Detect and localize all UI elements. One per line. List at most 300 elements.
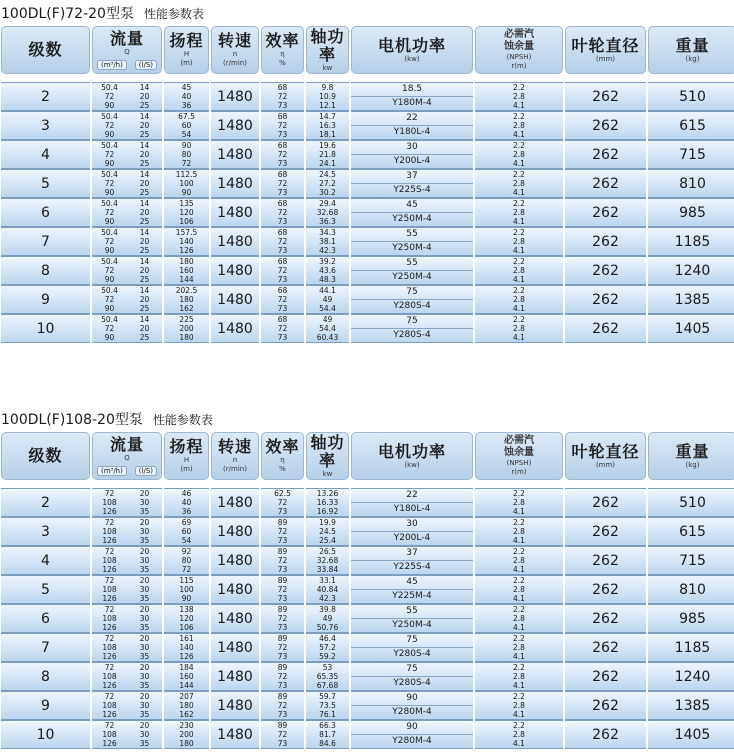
flow-m3h-value: 126: [102, 565, 117, 574]
shaft-power-value: 18.1: [319, 130, 336, 139]
table-block-108: [0, 408, 734, 749]
npsh-value: 2.2: [513, 286, 525, 295]
weight-cell: 985: [648, 604, 734, 633]
flow-ls-value: 30: [139, 701, 150, 710]
flow-m3h-value: 90: [104, 217, 115, 226]
npsh-value: 4.1: [513, 594, 525, 603]
npsh-value: 2.8: [513, 324, 525, 333]
flow-m3h-value: 108: [102, 672, 117, 681]
head-cell: [164, 111, 209, 140]
speed-cell: 1480: [211, 691, 259, 720]
npsh-cell: [475, 256, 563, 285]
stage-cell: 8: [1, 662, 90, 691]
efficiency-value: 73: [277, 101, 288, 110]
motor-model: Y200L-4: [393, 533, 431, 543]
npsh-value: 2.8: [513, 527, 525, 536]
head-value: 72: [181, 159, 192, 168]
shaft-power-cell: [306, 256, 349, 285]
npsh-value: 4.1: [513, 739, 525, 748]
speed-cell: 1480: [211, 488, 259, 517]
flow-ls-value: 20: [139, 721, 150, 730]
flow-m3h-value: 108: [102, 556, 117, 565]
flow-m3h-value: 108: [102, 730, 117, 739]
efficiency-cell: [261, 198, 304, 227]
shaft-power-cell: [306, 691, 349, 720]
flow-m3h-value: 90: [104, 101, 115, 110]
flow-ls-value: 35: [139, 536, 150, 545]
efficiency-value: 72: [277, 498, 288, 507]
shaft-power-value: 54.4: [319, 304, 336, 313]
table-row: [1, 169, 734, 198]
efficiency-value: 89: [277, 721, 288, 730]
stage-cell: 5: [1, 575, 90, 604]
head-cell: [164, 82, 209, 111]
weight-cell: 1405: [648, 314, 734, 343]
motor-model: Y250M-4: [392, 214, 432, 224]
motor-cell: [351, 169, 473, 198]
npsh-value: 2.2: [513, 83, 525, 92]
shaft-power-cell: [306, 169, 349, 198]
shaft-power-value: 30.2: [319, 188, 336, 197]
flow-m3h-value: 72: [104, 208, 115, 217]
flow-ls-value: 35: [139, 681, 150, 690]
shaft-power-cell: [306, 198, 349, 227]
efficiency-cell: [261, 82, 304, 111]
weight-cell: 985: [648, 198, 734, 227]
flow-m3h-value: 90: [104, 159, 115, 168]
head-cell: [164, 169, 209, 198]
header-shaft-power: 轴功 率 kw: [306, 432, 349, 480]
head-cell: [164, 691, 209, 720]
header-stage: 级数: [1, 26, 90, 74]
table-row: [1, 720, 734, 749]
shaft-power-value: 59.7: [319, 692, 336, 701]
npsh-value: 4.1: [513, 333, 525, 342]
efficiency-cell: [261, 111, 304, 140]
npsh-value: 2.2: [513, 315, 525, 324]
flow-ls-value: 14: [139, 141, 150, 150]
npsh-value: 2.8: [513, 150, 525, 159]
motor-model: Y225M-4: [392, 591, 432, 601]
stage-cell: 4: [1, 546, 90, 575]
head-value: 180: [179, 739, 194, 748]
header-motor-power: 电机功率 (kw): [351, 432, 473, 480]
head-value: 60: [181, 121, 192, 130]
table-row: [1, 256, 734, 285]
header-impeller-diameter: 叶轮直径 (mm): [565, 26, 646, 74]
speed-cell: 1480: [211, 256, 259, 285]
npsh-value: 4.1: [513, 188, 525, 197]
efficiency-value: 89: [277, 634, 288, 643]
efficiency-value: 89: [277, 663, 288, 672]
head-value: 69: [181, 518, 192, 527]
npsh-value: 2.8: [513, 672, 525, 681]
flow-cell: [92, 256, 162, 285]
shaft-power-value: 54.4: [319, 324, 336, 333]
efficiency-cell: [261, 285, 304, 314]
efficiency-value: 73: [277, 536, 288, 545]
shaft-power-value: 21.8: [319, 150, 336, 159]
efficiency-value: 73: [277, 333, 288, 342]
head-value: 162: [179, 304, 194, 313]
flow-unit-m3h: (m³/h): [97, 466, 127, 476]
motor-power: 45: [351, 576, 473, 590]
head-cell: [164, 314, 209, 343]
npsh-cell: [475, 82, 563, 111]
flow-ls-value: 25: [139, 188, 150, 197]
npsh-value: 2.8: [513, 121, 525, 130]
flow-ls-value: 35: [139, 652, 150, 661]
motor-model: Y280S-4: [393, 678, 431, 688]
head-value: 207: [179, 692, 194, 701]
efficiency-value: 72: [277, 324, 288, 333]
efficiency-value: 89: [277, 547, 288, 556]
efficiency-cell: [261, 633, 304, 662]
npsh-value: 2.2: [513, 228, 525, 237]
speed-cell: 1480: [211, 314, 259, 343]
weight-cell: 715: [648, 546, 734, 575]
npsh-cell: [475, 488, 563, 517]
speed-cell: 1480: [211, 633, 259, 662]
head-value: 100: [179, 179, 194, 188]
npsh-value: 4.1: [513, 536, 525, 545]
flow-ls-value: 30: [139, 585, 150, 594]
flow-m3h-value: 72: [104, 179, 115, 188]
shaft-power-cell: [306, 140, 349, 169]
shaft-power-value: 46.4: [319, 634, 336, 643]
stage-cell: 3: [1, 517, 90, 546]
motor-cell: [351, 633, 473, 662]
motor-cell: [351, 720, 473, 749]
head-cell: [164, 285, 209, 314]
npsh-value: 2.8: [513, 498, 525, 507]
speed-cell: 1480: [211, 111, 259, 140]
flow-ls-value: 14: [139, 83, 150, 92]
table-row: [1, 488, 734, 517]
efficiency-cell: [261, 488, 304, 517]
npsh-value: 2.2: [513, 257, 525, 266]
stage-cell: 7: [1, 227, 90, 256]
npsh-cell: [475, 227, 563, 256]
flow-m3h-value: 108: [102, 614, 117, 623]
table-body: [1, 82, 734, 343]
head-cell: [164, 488, 209, 517]
shaft-power-value: 81.7: [319, 730, 336, 739]
flow-m3h-value: 126: [102, 681, 117, 690]
speed-cell: 1480: [211, 662, 259, 691]
table-subtitle: 性能参数表: [152, 413, 213, 427]
motor-cell: [351, 575, 473, 604]
npsh-cell: [475, 691, 563, 720]
impeller-diameter-cell: 262: [565, 720, 646, 749]
flow-cell: [92, 604, 162, 633]
efficiency-value: 72: [277, 614, 288, 623]
shaft-power-value: 34.3: [319, 228, 336, 237]
head-value: 90: [181, 188, 192, 197]
efficiency-cell: [261, 662, 304, 691]
head-value: 160: [179, 266, 194, 275]
speed-cell: 1480: [211, 169, 259, 198]
npsh-value: 2.2: [513, 576, 525, 585]
weight-cell: 1240: [648, 256, 734, 285]
head-value: 180: [179, 333, 194, 342]
efficiency-value: 68: [277, 228, 288, 237]
shaft-power-value: 24.5: [319, 170, 336, 179]
flow-ls-value: 30: [139, 498, 150, 507]
flow-cell: [92, 662, 162, 691]
header-speed: 转速 n (r/min): [211, 26, 259, 74]
shaft-power-value: 67.68: [316, 681, 339, 690]
head-value: 115: [179, 576, 194, 585]
shaft-power-cell: [306, 546, 349, 575]
head-value: 46: [181, 489, 192, 498]
motor-power: 30: [351, 518, 473, 532]
efficiency-value: 68: [277, 141, 288, 150]
motor-cell: [351, 662, 473, 691]
header-speed: 转速 n (r/min): [211, 432, 259, 480]
head-cell: [164, 575, 209, 604]
flow-ls-value: 20: [139, 576, 150, 585]
shaft-power-value: 53: [322, 663, 333, 672]
efficiency-value: 72: [277, 295, 288, 304]
flow-m3h-value: 90: [104, 304, 115, 313]
motor-model: Y225S-4: [393, 562, 431, 572]
flow-cell: [92, 111, 162, 140]
efficiency-cell: [261, 604, 304, 633]
motor-power: 22: [351, 112, 473, 126]
header-motor-power: 电机功率 (kw): [351, 26, 473, 74]
impeller-diameter-cell: 262: [565, 198, 646, 227]
head-value: 92: [181, 547, 192, 556]
efficiency-value: 73: [277, 130, 288, 139]
flow-m3h-value: 108: [102, 498, 117, 507]
flow-cell: [92, 488, 162, 517]
flow-ls-value: 20: [139, 295, 150, 304]
npsh-value: 4.1: [513, 304, 525, 313]
table-row: [1, 633, 734, 662]
shaft-power-value: 39.2: [319, 257, 336, 266]
flow-cell: [92, 285, 162, 314]
weight-cell: 615: [648, 111, 734, 140]
head-value: 45: [181, 83, 192, 92]
efficiency-value: 72: [277, 237, 288, 246]
flow-ls-value: 25: [139, 246, 150, 255]
motor-power: 18.5: [351, 83, 473, 97]
flow-ls-value: 25: [139, 304, 150, 313]
flow-ls-value: 35: [139, 739, 150, 748]
stage-cell: 9: [1, 285, 90, 314]
shaft-power-value: 33.1: [319, 576, 336, 585]
flow-ls-value: 35: [139, 623, 150, 632]
weight-cell: 510: [648, 82, 734, 111]
pump-model-title: 100DL(F)108-20型泵: [1, 412, 143, 428]
flow-cell: [92, 198, 162, 227]
shaft-power-value: 12.1: [319, 101, 336, 110]
efficiency-value: 72: [277, 121, 288, 130]
head-value: 202.5: [175, 286, 198, 295]
flow-ls-value: 25: [139, 275, 150, 284]
efficiency-value: 73: [277, 188, 288, 197]
motor-cell: [351, 314, 473, 343]
head-value: 157.5: [175, 228, 198, 237]
shaft-power-cell: [306, 517, 349, 546]
flow-m3h-value: 126: [102, 594, 117, 603]
flow-m3h-value: 72: [104, 518, 115, 527]
npsh-value: 2.8: [513, 730, 525, 739]
flow-ls-value: 14: [139, 257, 150, 266]
npsh-value: 2.2: [513, 518, 525, 527]
shaft-power-cell: [306, 662, 349, 691]
npsh-cell: [475, 169, 563, 198]
efficiency-cell: [261, 517, 304, 546]
table-title: [0, 2, 734, 26]
flow-ls-value: 25: [139, 159, 150, 168]
npsh-value: 4.1: [513, 507, 525, 516]
shaft-power-value: 29.4: [319, 199, 336, 208]
motor-cell: [351, 140, 473, 169]
shaft-power-value: 42.3: [319, 246, 336, 255]
flow-m3h-value: 108: [102, 585, 117, 594]
efficiency-value: 72: [277, 266, 288, 275]
motor-power: 75: [351, 663, 473, 677]
shaft-power-value: 76.1: [319, 710, 336, 719]
npsh-cell: [475, 720, 563, 749]
flow-ls-value: 30: [139, 527, 150, 536]
speed-cell: 1480: [211, 575, 259, 604]
npsh-value: 4.1: [513, 246, 525, 255]
efficiency-value: 72: [277, 643, 288, 652]
table-row: [1, 575, 734, 604]
head-value: 200: [179, 324, 194, 333]
flow-cell: [92, 227, 162, 256]
efficiency-value: 72: [277, 672, 288, 681]
efficiency-value: 89: [277, 692, 288, 701]
flow-m3h-value: 50.4: [101, 170, 118, 179]
npsh-value: 2.2: [513, 721, 525, 730]
header-head: 扬程 H (m): [164, 432, 209, 480]
efficiency-cell: [261, 546, 304, 575]
stage-cell: 7: [1, 633, 90, 662]
header-stage: 级数: [1, 432, 90, 480]
head-value: 180: [179, 701, 194, 710]
efficiency-value: 73: [277, 739, 288, 748]
efficiency-value: 73: [277, 594, 288, 603]
efficiency-value: 89: [277, 576, 288, 585]
npsh-value: 2.2: [513, 547, 525, 556]
header-npsh: 必需汽 蚀余量 (NPSH) r(m): [475, 432, 563, 480]
flow-cell: [92, 720, 162, 749]
efficiency-value: 68: [277, 170, 288, 179]
flow-m3h-value: 50.4: [101, 112, 118, 121]
flow-cell: [92, 691, 162, 720]
flow-ls-value: 35: [139, 507, 150, 516]
flow-ls-value: 30: [139, 643, 150, 652]
shaft-power-value: 27.2: [319, 179, 336, 188]
npsh-value: 4.1: [513, 275, 525, 284]
head-cell: [164, 662, 209, 691]
motor-power: 75: [351, 286, 473, 300]
efficiency-cell: [261, 256, 304, 285]
header-weight: 重量 (kg): [648, 432, 734, 480]
efficiency-cell: [261, 227, 304, 256]
flow-ls-value: 35: [139, 594, 150, 603]
flow-ls-value: 20: [139, 92, 150, 101]
npsh-value: 2.2: [513, 489, 525, 498]
head-value: 120: [179, 208, 194, 217]
npsh-value: 4.1: [513, 623, 525, 632]
shaft-power-cell: [306, 285, 349, 314]
motor-model: Y250M-4: [392, 620, 432, 630]
motor-power: 75: [351, 634, 473, 648]
table-body: [1, 488, 734, 749]
weight-cell: 1240: [648, 662, 734, 691]
speed-cell: 1480: [211, 82, 259, 111]
weight-cell: 1405: [648, 720, 734, 749]
impeller-diameter-cell: 262: [565, 691, 646, 720]
motor-model: Y250M-4: [392, 243, 432, 253]
head-cell: [164, 517, 209, 546]
speed-cell: 1480: [211, 546, 259, 575]
motor-cell: [351, 488, 473, 517]
shaft-power-cell: [306, 575, 349, 604]
head-value: 126: [179, 246, 194, 255]
motor-cell: [351, 546, 473, 575]
flow-m3h-value: 72: [104, 721, 115, 730]
head-value: 144: [179, 275, 194, 284]
head-value: 112.5: [175, 170, 198, 179]
impeller-diameter-cell: 262: [565, 633, 646, 662]
npsh-cell: [475, 575, 563, 604]
weight-cell: 1385: [648, 691, 734, 720]
npsh-value: 2.8: [513, 556, 525, 565]
motor-model: Y280S-4: [393, 301, 431, 311]
flow-m3h-value: 72: [104, 266, 115, 275]
table-row: [1, 314, 734, 343]
shaft-power-value: 19.9: [319, 518, 336, 527]
head-cell: [164, 198, 209, 227]
table-row: [1, 691, 734, 720]
flow-ls-value: 20: [139, 547, 150, 556]
efficiency-value: 73: [277, 565, 288, 574]
shaft-power-value: 32.68: [316, 208, 339, 217]
motor-cell: [351, 111, 473, 140]
flow-ls-value: 20: [139, 324, 150, 333]
flow-m3h-value: 72: [104, 663, 115, 672]
flow-ls-value: 14: [139, 228, 150, 237]
shaft-power-value: 33.84: [316, 565, 339, 574]
header-efficiency: 效率 η %: [261, 432, 304, 480]
table-row: [1, 140, 734, 169]
speed-cell: 1480: [211, 227, 259, 256]
flow-m3h-value: 50.4: [101, 286, 118, 295]
flow-ls-value: 20: [139, 237, 150, 246]
efficiency-value: 89: [277, 605, 288, 614]
impeller-diameter-cell: 262: [565, 140, 646, 169]
flow-m3h-value: 72: [104, 489, 115, 498]
npsh-value: 4.1: [513, 565, 525, 574]
shaft-power-value: 59.2: [319, 652, 336, 661]
shaft-power-value: 49: [322, 315, 333, 324]
head-cell: [164, 604, 209, 633]
motor-model: Y200L-4: [393, 156, 431, 166]
efficiency-value: 68: [277, 315, 288, 324]
flow-m3h-value: 72: [104, 324, 115, 333]
flow-ls-value: 35: [139, 565, 150, 574]
head-value: 54: [181, 536, 192, 545]
npsh-value: 2.2: [513, 199, 525, 208]
motor-cell: [351, 691, 473, 720]
head-value: 162: [179, 710, 194, 719]
